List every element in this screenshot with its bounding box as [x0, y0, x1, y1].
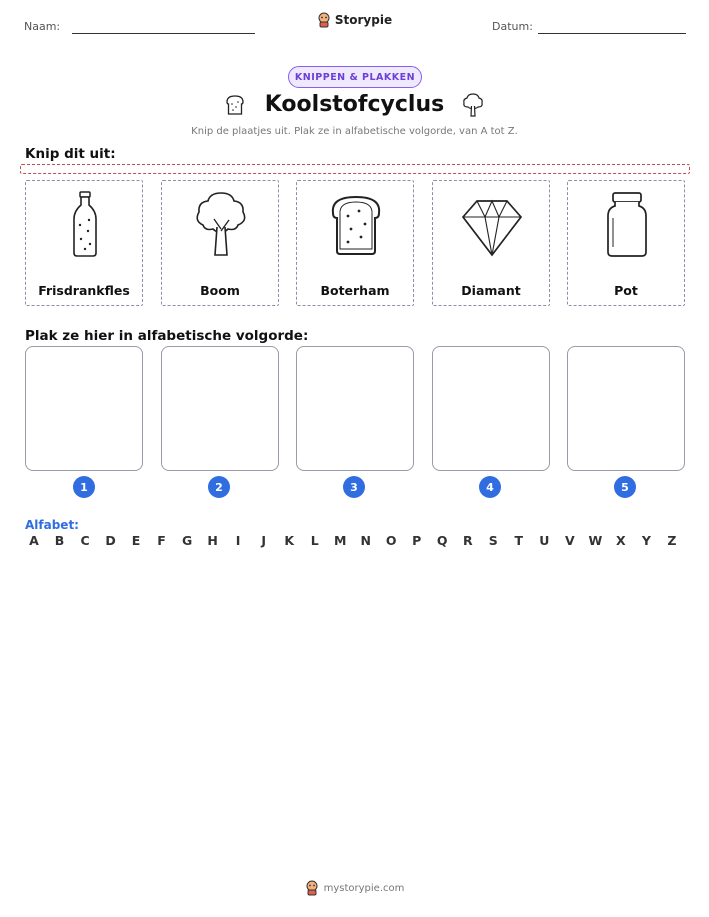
paste-slot-4[interactable]	[432, 346, 550, 471]
name-line[interactable]	[72, 33, 255, 34]
alphabet-letter: V	[564, 533, 575, 548]
tree-icon	[460, 92, 486, 118]
activity-badge: KNIPPEN & PLAKKEN	[288, 66, 422, 88]
cut-section-label: Knip dit uit:	[25, 146, 116, 162]
storypie-mascot-icon	[317, 12, 331, 28]
slot-number-3: 3	[343, 476, 365, 498]
alphabet-letter: T	[514, 533, 524, 548]
alphabet-letter: B	[54, 533, 65, 548]
alphabet-letter: M	[333, 533, 347, 548]
alphabet-letter: Z	[667, 533, 677, 548]
slot-number-4: 4	[479, 476, 501, 498]
alphabet-letter: O	[385, 533, 397, 548]
slot-number-2: 2	[208, 476, 230, 498]
alphabet-letter: K	[284, 533, 294, 548]
cut-card-diamant[interactable]	[432, 180, 550, 306]
name-label: Naam:	[24, 20, 61, 33]
alphabet-letter: S	[488, 533, 498, 548]
alphabet-letter: X	[616, 533, 626, 548]
alphabet-letter: L	[310, 533, 319, 548]
alphabet-letter: R	[462, 533, 473, 548]
alphabet-letter: F	[157, 533, 166, 548]
footer-url[interactable]: mystorypie.com	[323, 882, 405, 894]
slot-number-5: 5	[614, 476, 636, 498]
cut-card-boterham[interactable]	[296, 180, 414, 306]
alphabet-letter: H	[207, 533, 218, 548]
paste-section-label: Plak ze hier in alfabetische volgorde:	[25, 328, 309, 344]
soda-bottle-icon	[50, 189, 120, 259]
cut-card-boom[interactable]	[161, 180, 279, 306]
alphabet-letter: J	[261, 533, 266, 548]
card-label: Frisdrankfles	[38, 283, 130, 298]
storypie-mascot-icon	[305, 880, 319, 896]
cut-card-frisdrankfles[interactable]	[25, 180, 143, 306]
alphabet-letter: I	[235, 533, 241, 548]
alphabet-label: Alfabet:	[25, 518, 79, 532]
alphabet-letter: E	[131, 533, 141, 548]
card-label: Boom	[200, 283, 240, 298]
footer	[0, 880, 709, 896]
paste-slot-5[interactable]	[567, 346, 685, 471]
date-label: Datum:	[492, 20, 533, 33]
card-label: Boterham	[320, 283, 390, 298]
slot-number-1: 1	[73, 476, 95, 498]
page-title: Koolstofcyclus	[264, 92, 445, 117]
alphabet-letter: A	[29, 533, 39, 548]
brand-logo	[0, 12, 709, 28]
instructions: Knip de plaatjes uit. Plak ze in alfabetische volgorde, van A tot Z.	[191, 126, 518, 137]
card-label: Diamant	[461, 283, 521, 298]
cut-card-pot[interactable]	[567, 180, 685, 306]
paste-slot-2[interactable]	[161, 346, 279, 471]
alphabet-letter: N	[360, 533, 371, 548]
alphabet-letter: W	[588, 533, 603, 548]
tree-icon	[186, 189, 256, 259]
alphabet-letter: P	[412, 533, 422, 548]
cut-line	[20, 164, 690, 174]
alphabet-letter: D	[105, 533, 116, 548]
alphabet-letter: G	[181, 533, 193, 548]
card-label: Pot	[614, 283, 638, 298]
brand-name: Storypie	[334, 13, 393, 27]
alphabet-letter: U	[539, 533, 550, 548]
date-line[interactable]	[538, 33, 686, 34]
bread-slice-icon	[321, 189, 391, 259]
alphabet-letter: Q	[436, 533, 448, 548]
jar-icon	[592, 189, 662, 259]
diamond-icon	[457, 189, 527, 259]
alphabet-row	[25, 533, 685, 548]
paste-slot-3[interactable]	[296, 346, 414, 471]
alphabet-letter: Y	[641, 533, 651, 548]
paste-slot-1[interactable]	[25, 346, 143, 471]
alphabet-letter: C	[80, 533, 90, 548]
